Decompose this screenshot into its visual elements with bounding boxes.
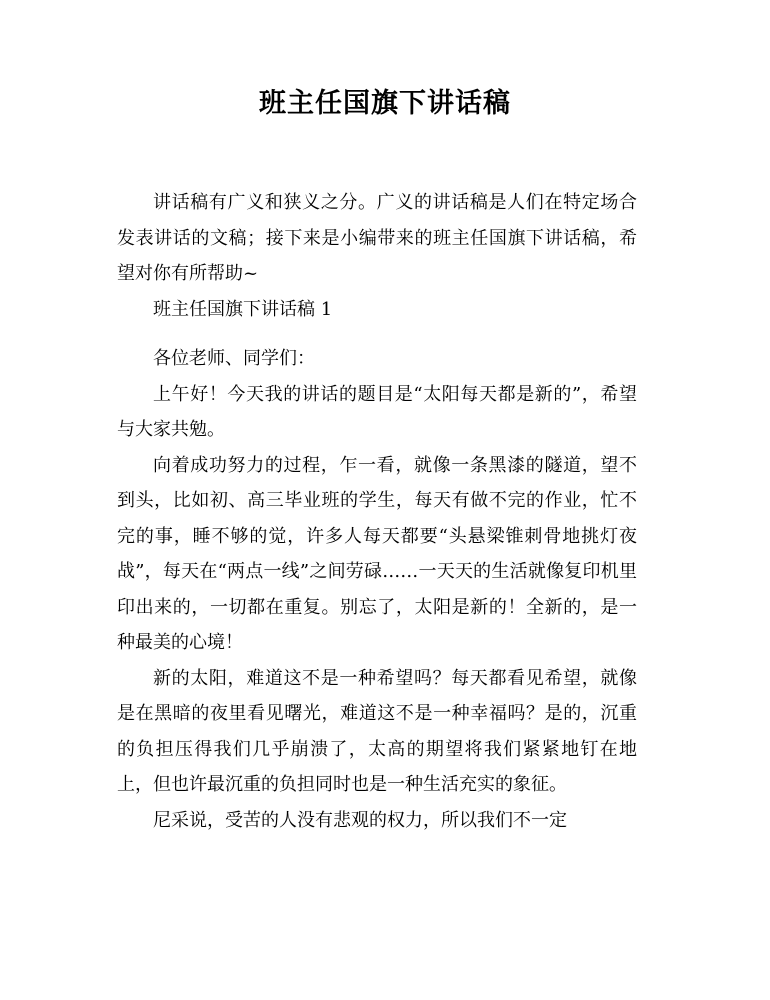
intro-paragraph: 讲话稿有广义和狭义之分。广义的讲话稿是人们在特定场合发表讲话的文稿；接下来是小编带来的班主任国旗下讲话稿，希望对你有所帮助~ [117, 192, 637, 284]
salutation: 各位老师、同学们： [153, 348, 315, 369]
document-body [117, 185, 637, 838]
page-title: 班主任国旗下讲话稿 [259, 88, 511, 119]
body-paragraph: 新的太阳，难道这不是一种希望吗？每天都看见希望，就像是在黑暗的夜里看见曙光，难道这不是一种幸福吗？是的，沉重的负担压得我们几乎崩溃了，太高的期望将我们紧紧地钉在地上，但也许最沉重的负担同时也是一种生活充实的象征。 [117, 667, 637, 795]
section-heading: 班主任国旗下讲话稿 1 [153, 298, 333, 320]
body-paragraph: 尼采说，受苦的人没有悲观的权力，所以我们不一定 [153, 809, 567, 831]
body-paragraph: 向着成功努力的过程，乍一看，就像一条黑漆的隧道，望不到头，比如初、高三毕业班的学生，每天有做不完的作业，忙不完的事，睡不够的觉，许多人每天都要“头悬梁锥刺骨地挑灯夜战”，每天在“两点一线”之间劳碌……一天天的生活就像复印机里印出来的，一切都在重复。别忘了，太阳是新的！全新的，是一种最美的心境！ [117, 454, 637, 653]
body-paragraph: 上午好！今天我的讲话的题目是“太阳每天都是新的”，希望与大家共勉。 [117, 383, 637, 440]
